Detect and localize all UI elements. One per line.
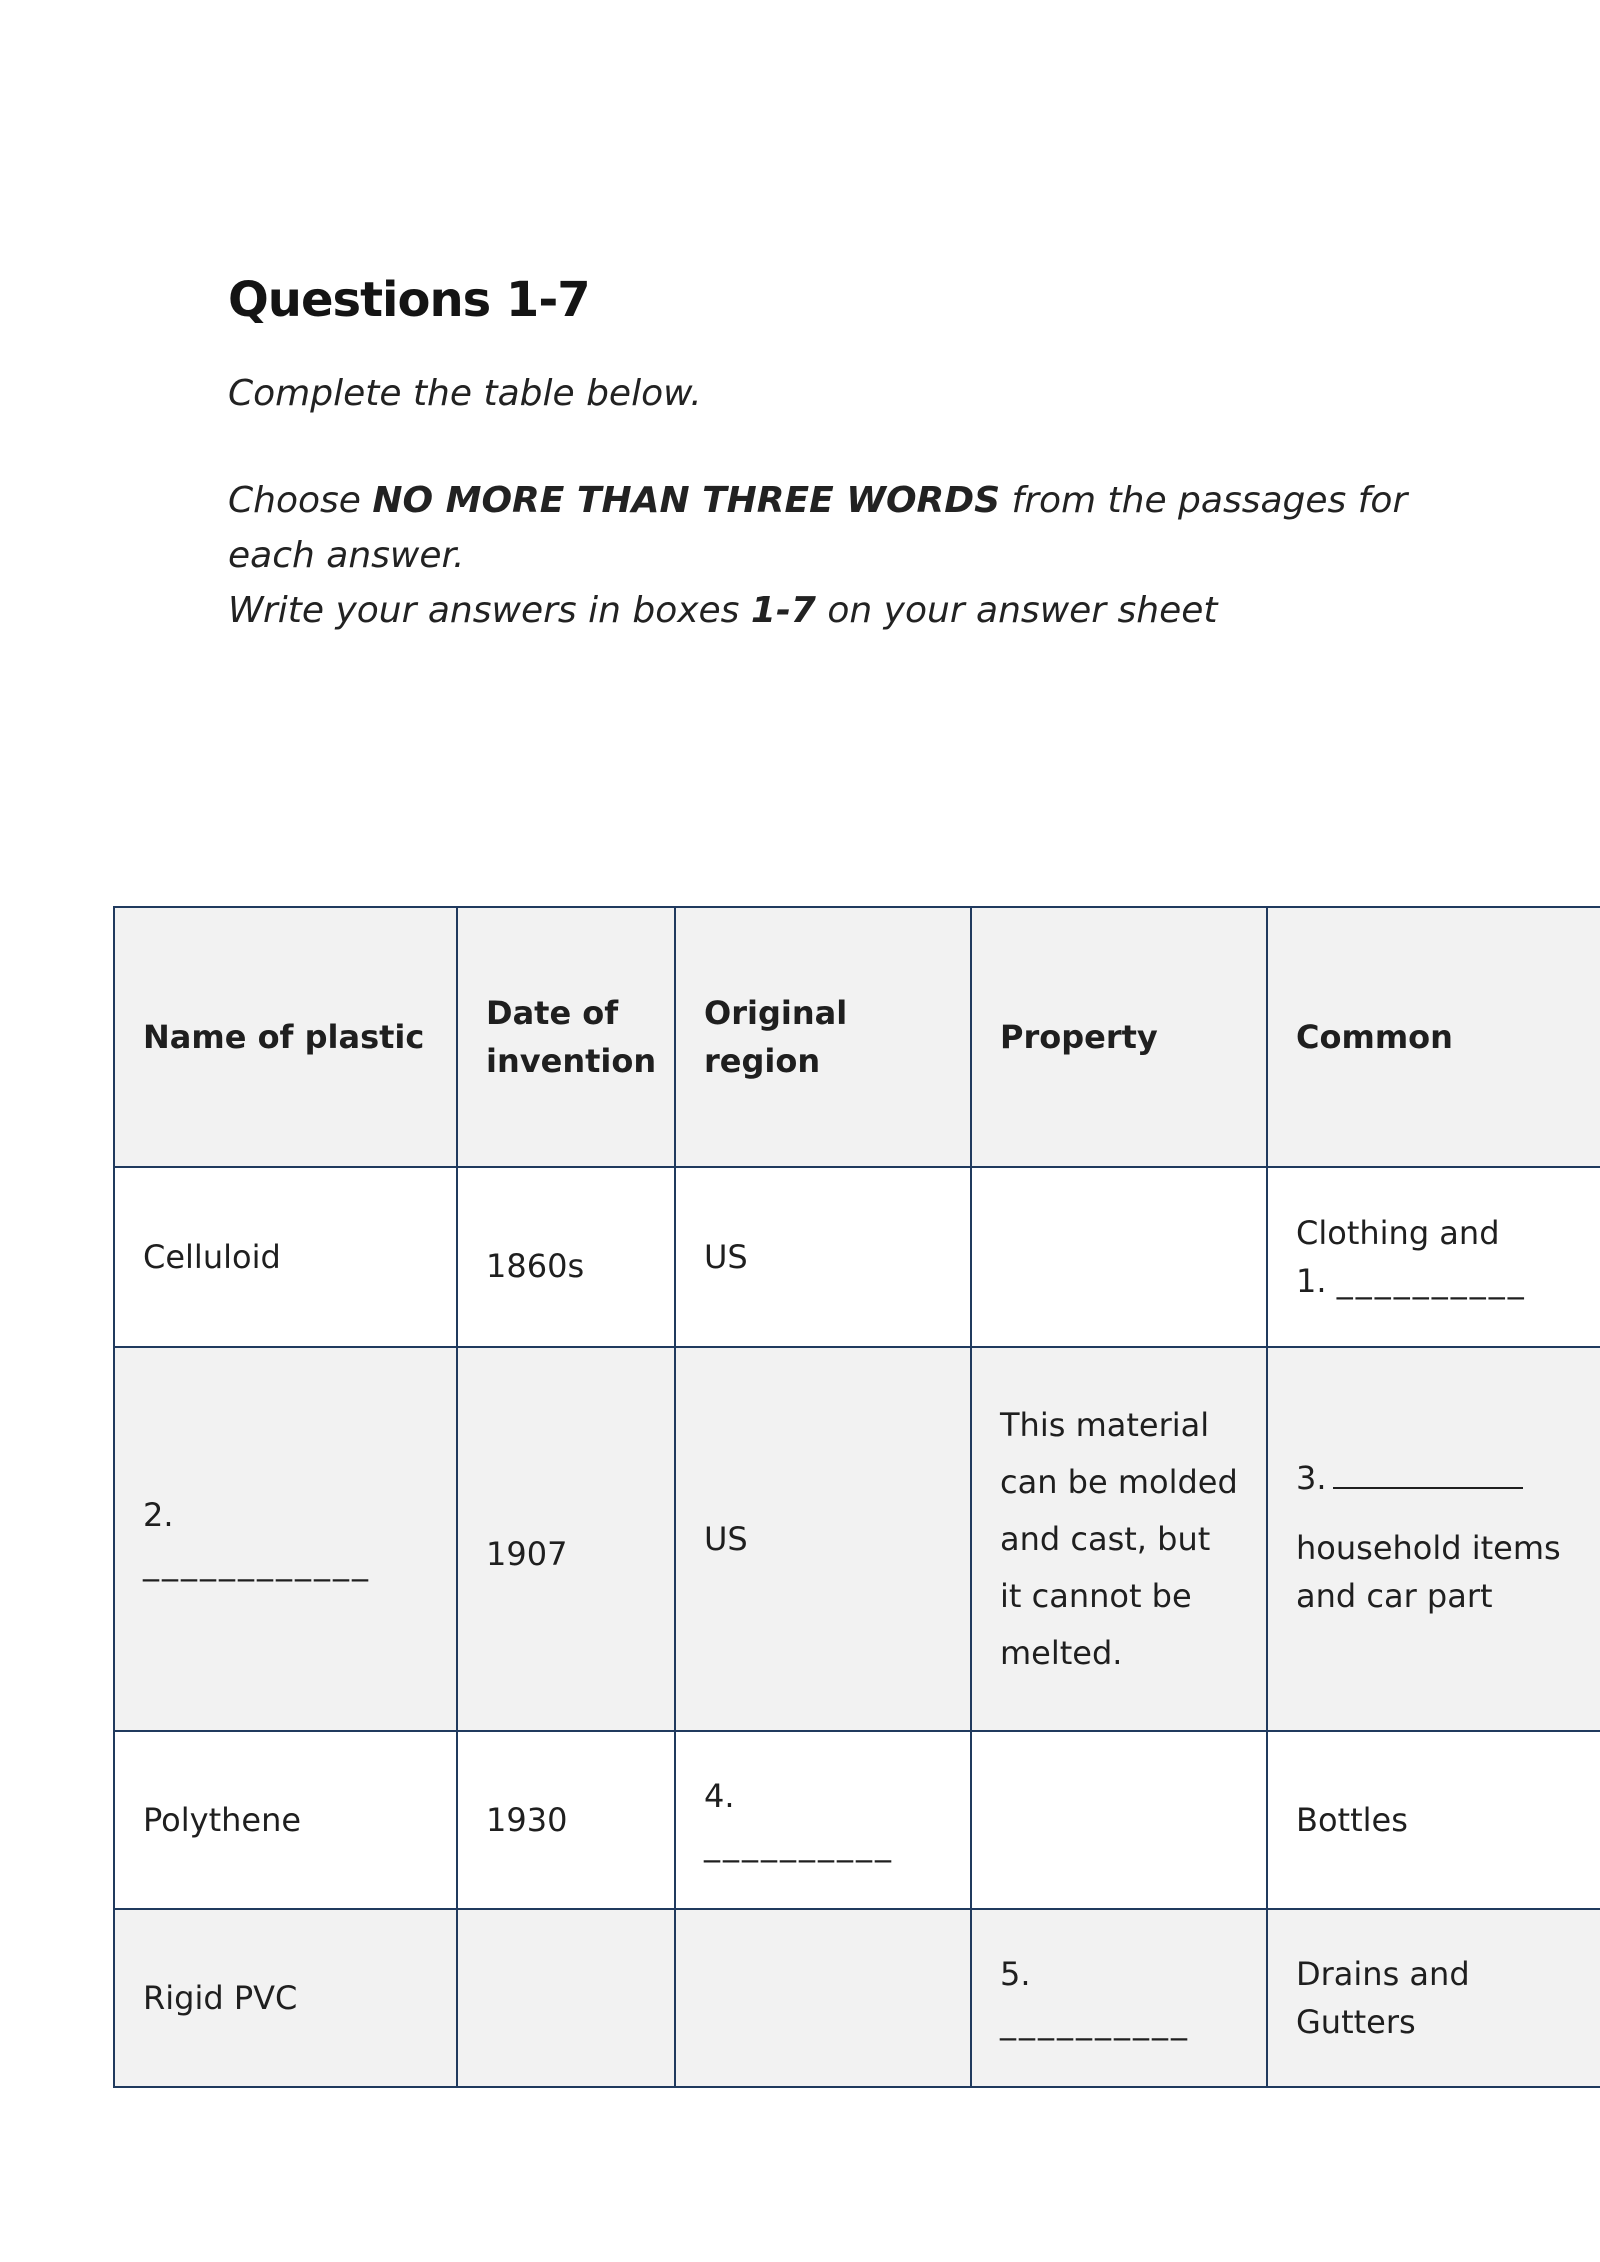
header-name-of-plastic: Name of plastic [114,907,457,1167]
cell-region [675,1909,971,2087]
table-row [114,1167,1600,1347]
instruction-answer-sheet [228,583,1218,638]
cell-common [1267,1167,1600,1347]
answer-number-1: 1. [1296,1262,1327,1300]
header-original-region: Original region [675,907,971,1167]
table-row [114,1347,1600,1731]
cell-region: US [675,1347,971,1731]
cell-name: Rigid PVC [114,1909,457,2087]
instruction-answer-sheet-bold: 1-7 [750,590,816,631]
cell-property [971,1909,1267,2087]
instruction-answer-sheet-prefix: Write your answers in boxes [228,590,751,631]
instruction-word-limit-suffix: from the passages for each answer. [228,480,1408,576]
cell-region [675,1731,971,1909]
cell-property [971,1167,1267,1347]
answer-blank-3[interactable] [1333,1487,1523,1489]
header-date-of-invention: Date of invention [457,907,675,1167]
answer-number-3: 3. [1296,1459,1327,1497]
common-text: Clothing and [1296,1214,1500,1252]
common-text: household items and car part [1296,1529,1561,1615]
page-title: Questions 1-7 [228,272,590,328]
answer-table [113,906,1600,2088]
answer-3-line [1296,1458,1575,1498]
answer-blank-4[interactable]: __________ [704,1825,894,1863]
cell-common: Bottles [1267,1731,1600,1909]
table-row [114,1909,1600,2087]
answer-blank-1[interactable]: __________ [1336,1262,1527,1300]
answer-blank-5[interactable]: __________ [1000,2003,1190,2041]
answer-number-4: 4. [704,1777,735,1815]
table-row [114,1731,1600,1909]
cell-property: This material can be molded and cast, but it cannot be melted. [971,1347,1267,1731]
cell-date: 1907 [457,1347,675,1731]
header-property: Property [971,907,1267,1167]
cell-date [457,1909,675,2087]
cell-date: 1930 [457,1731,675,1909]
instruction-complete-table: Complete the table below. [228,373,702,414]
answer-blank-2[interactable]: ____________ [143,1544,371,1582]
cell-common [1267,1347,1600,1731]
cell-date: 1860s [457,1167,675,1347]
cell-name: Celluloid [114,1167,457,1347]
cell-property [971,1731,1267,1909]
cell-common: Drains and Gutters [1267,1909,1600,2087]
table-header-row [114,907,1600,1167]
instruction-answer-sheet-suffix: on your answer sheet [815,590,1218,631]
instruction-word-limit-prefix: Choose [228,480,373,521]
cell-region: US [675,1167,971,1347]
instruction-word-limit [228,473,1428,583]
answer-number-2: 2. [143,1496,174,1534]
header-common: Common [1267,907,1600,1167]
answer-number-5: 5. [1000,1955,1031,1993]
cell-name: Polythene [114,1731,457,1909]
cell-name [114,1347,457,1731]
instruction-word-limit-bold: NO MORE THAN THREE WORDS [372,480,1001,521]
